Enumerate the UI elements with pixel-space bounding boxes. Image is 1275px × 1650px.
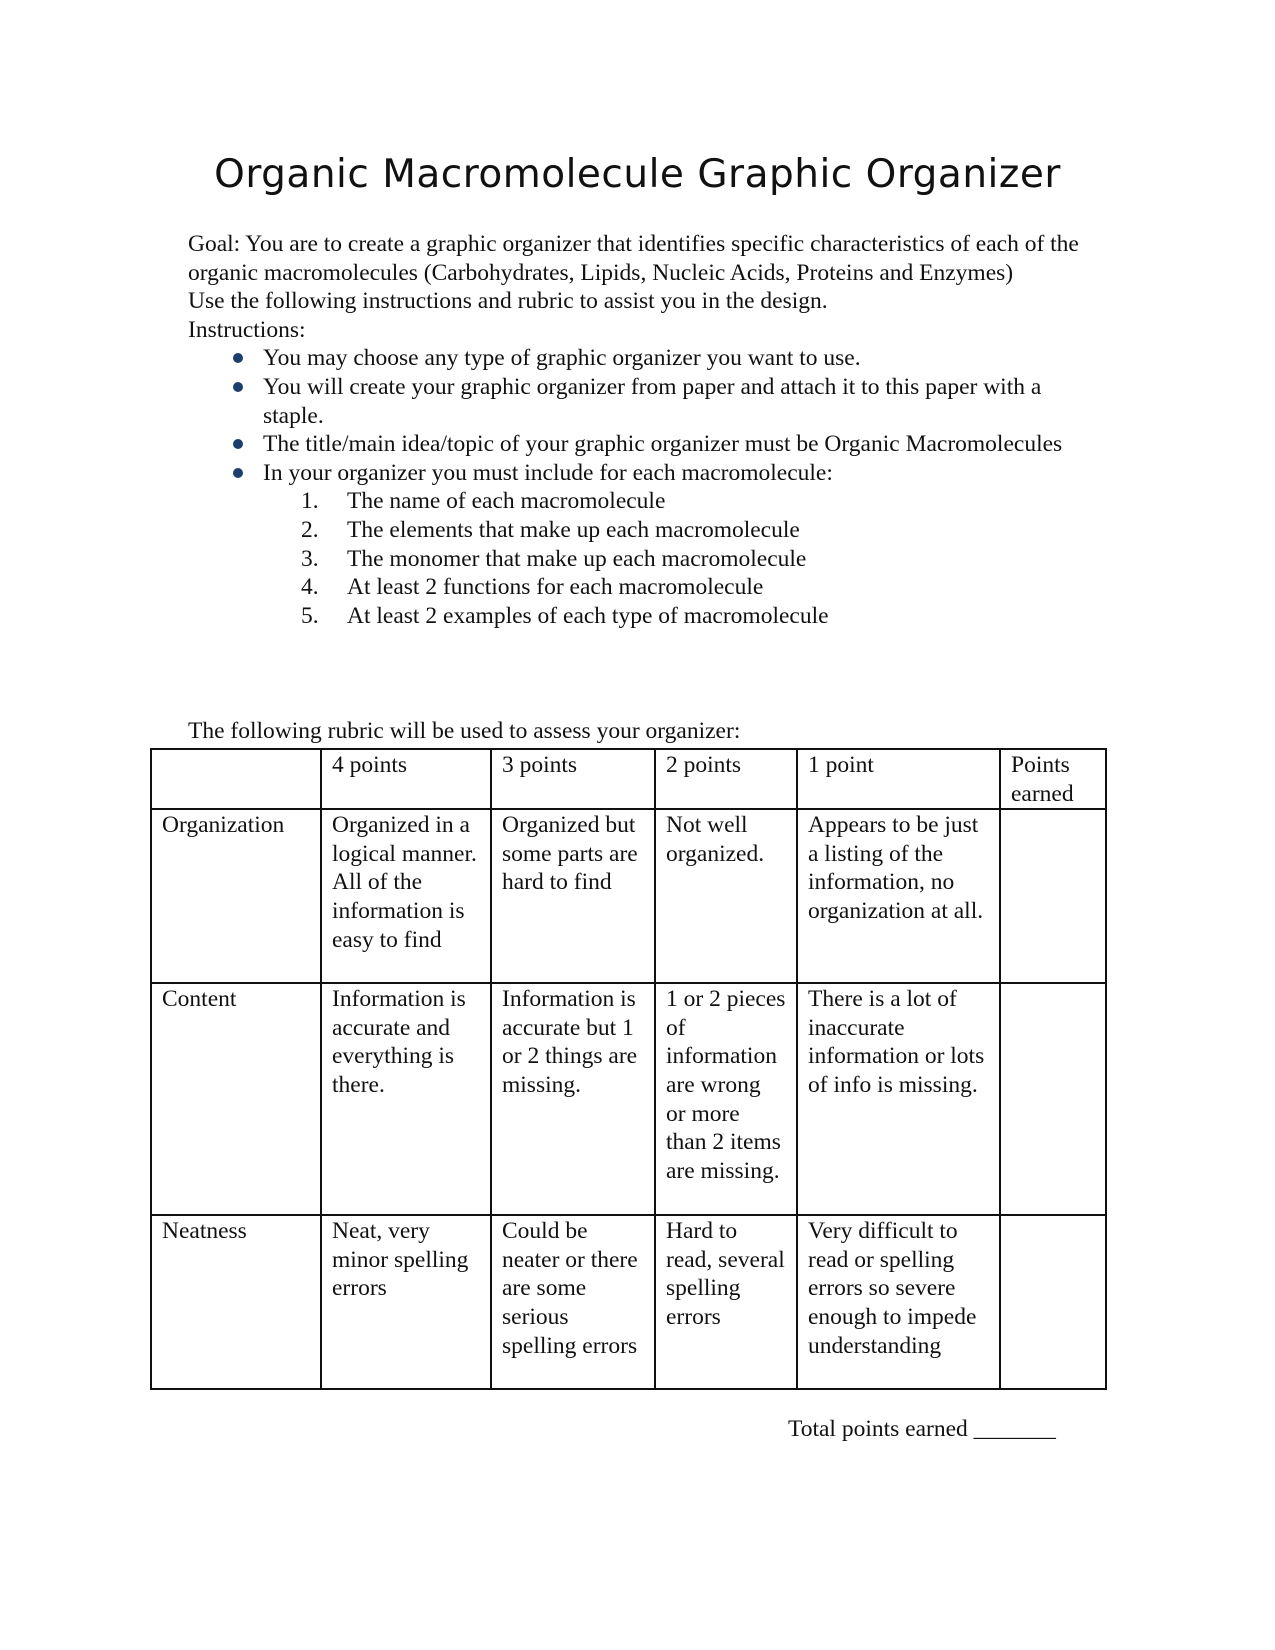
header-cell-3-points: 3 points [491,749,655,809]
bullet-item: You will create your graphic organizer from paper and attach it to this paper with a staple. [263,373,1088,430]
header-cell-points-earned: Points earned [1000,749,1106,809]
rubric-row-organization [151,809,1106,983]
bullet-item: The title/main idea/topic of your graphic organizer must be Organic Macromolecules [263,430,1088,459]
rubric-cell: Information is accurate but 1 or 2 things are missing. [491,983,655,1215]
rubric-row-content [151,983,1106,1215]
rubric-cell: Organized but some parts are hard to find [491,809,655,983]
criterion-cell: Neatness [151,1215,321,1389]
criterion-cell: Organization [151,809,321,983]
numbered-item: 4. At least 2 functions for each macromolecule [301,574,764,601]
rubric-cell: Could be neater or there are some serious spelling errors [491,1215,655,1389]
bullet-icon [233,353,243,363]
instructions-label: Instructions: [188,316,306,343]
rubric-cell: 1 or 2 pieces of information are wrong or more than 2 items are missing. [655,983,797,1215]
numbered-item: 5. At least 2 examples of each type of macromolecule [301,602,829,629]
bullet-icon [233,468,243,478]
numbered-item: 1. The name of each macromolecule [301,488,666,515]
rubric-cell: Organized in a logical manner. All of the information is easy to find [321,809,491,983]
use-line: Use the following instructions and rubric to assist you in the design. [188,288,828,315]
total-points-line: Total points earned _______ [788,1416,1056,1442]
rubric-table [150,748,1107,1390]
rubric-cell: There is a lot of inaccurate information or lots of info is missing. [797,983,1000,1215]
points-earned-cell [1000,983,1106,1215]
rubric-cell: Appears to be just a listing of the information, no organization at all. [797,809,1000,983]
numbered-item: 3. The monomer that make up each macromolecule [301,545,807,572]
rubric-header-row [151,749,1106,809]
instructions-section [188,230,1088,630]
rubric-cell: Information is accurate and everything is there. [321,983,491,1215]
rubric-cell: Very difficult to read or spelling errors so severe enough to impede understanding [797,1215,1000,1389]
requirements-numbered-list [263,487,1088,630]
header-cell-2-points: 2 points [655,749,797,809]
header-cell-empty [151,749,321,809]
numbered-item: 2. The elements that make up each macromolecule [301,516,800,543]
bullet-icon [233,439,243,449]
page-title: Organic Macromolecule Graphic Organizer [214,152,1061,197]
rubric-row-neatness [151,1215,1106,1389]
rubric-cell: Hard to read, several spelling errors [655,1215,797,1389]
bullet-item: You may choose any type of graphic organizer you want to use. [263,344,1088,373]
goal-paragraph: Goal: You are to create a graphic organizer that identifies specific characteristics of each of the organic macromolecules (Carbohydrates, Lipids, Nucleic Acids, Proteins and Enzymes) [188,231,1079,286]
criterion-cell: Content [151,983,321,1215]
rubric-intro: The following rubric will be used to assess your organizer: [188,718,741,744]
rubric-cell: Neat, very minor spelling errors [321,1215,491,1389]
header-cell-1-point: 1 point [797,749,1000,809]
bullet-icon [233,382,243,392]
instructions-bullet-list [188,344,1088,630]
points-earned-cell [1000,809,1106,983]
rubric-cell: Not well organized. [655,809,797,983]
bullet-item: In your organizer you must include for each macromolecule: 1. The name of each macromolecule 2. The elements that make up each macromolecule 3. The monomer that make up each macromolecule 4. At least 2 functions for each macromolecule 5. At least 2 examples of each type of macromolecule [263,459,1088,631]
points-earned-cell [1000,1215,1106,1389]
header-cell-4-points: 4 points [321,749,491,809]
